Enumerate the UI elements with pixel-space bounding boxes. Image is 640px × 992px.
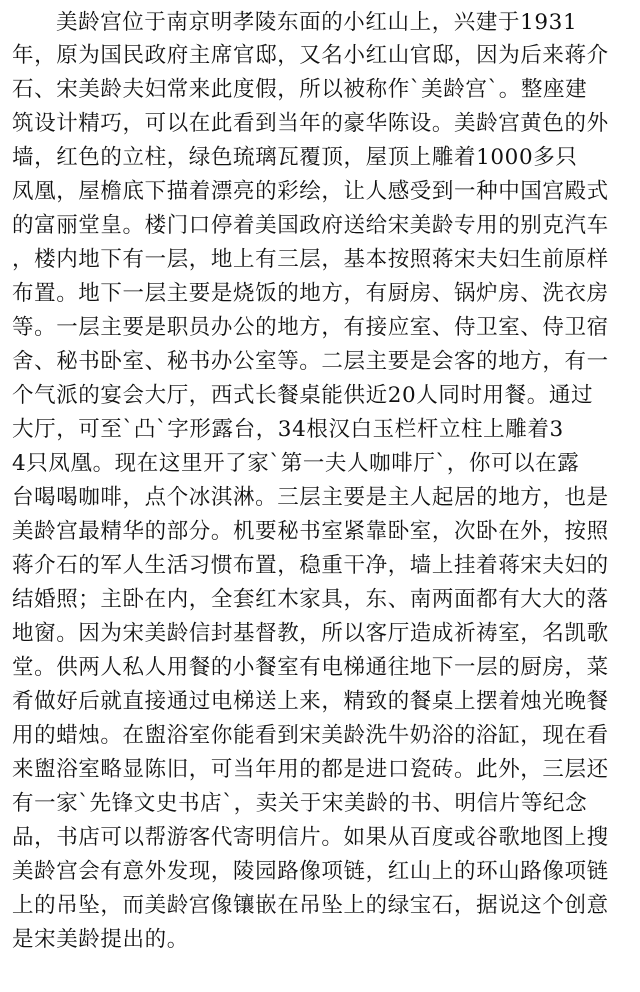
text-line: 个气派的宴会大厅，西式长餐桌能供近20人同时用餐。通过 [12, 383, 594, 408]
text-line: 堂。供两人私人用餐的小餐室有电梯通往地下一层的厨房，菜 [12, 655, 609, 680]
text-line: 有一家`先锋文史书店`，卖关于宋美龄的书、明信片等纪念 [12, 791, 588, 816]
text-line: 筑设计精巧，可以在此看到当年的豪华陈设。美龄宫黄色的外 [12, 111, 609, 136]
text-line: 来盥浴室略显陈旧，可当年用的都是进口瓷砖。此外，三层还 [12, 757, 609, 782]
text-line: 肴做好后就直接通过电梯送上来，精致的餐桌上摆着烛光晚餐 [12, 689, 609, 714]
text-line: 用的蜡烛。在盥浴室你能看到宋美龄洗牛奶浴的浴缸，现在看 [12, 723, 609, 748]
text-line: 4只凤凰。现在这里开了家`第一夫人咖啡厅`，你可以在露 [12, 451, 580, 476]
text-line: 是宋美龄提出的。 [12, 927, 189, 952]
text-line: 墙，红色的立柱，绿色琉璃瓦覆顶，屋顶上雕着1000多只 [12, 145, 578, 170]
text-line: 石、宋美龄夫妇常来此度假，所以被称作`美龄宫`。整座建 [12, 77, 588, 102]
text-line: 的富丽堂皇。楼门口停着美国政府送给宋美龄专用的别克汽车 [12, 213, 609, 238]
text-line: 布置。地下一层主要是烧饭的地方，有厨房、锅炉房、洗衣房 [12, 281, 609, 306]
text-line: 美龄宫位于南京明孝陵东面的小红山上，兴建于1931 [56, 10, 578, 35]
text-line: 台喝喝咖啡，点个冰淇淋。三层主要是主人起居的地方，也是 [12, 485, 609, 510]
text-line: 凤凰，屋檐底下描着漂亮的彩绘，让人感受到一种中国宫殿式 [12, 179, 609, 204]
text-line: 美龄宫最精华的部分。机要秘书室紧靠卧室，次卧在外，按照 [12, 519, 609, 544]
text-line: 年，原为国民政府主席官邸，又名小红山官邸，因为后来蒋介 [12, 43, 609, 68]
text-line: 上的吊坠，而美龄宫像镶嵌在吊坠上的绿宝石，据说这个创意 [12, 893, 609, 918]
text-line: 美龄宫会有意外发现，陵园路像项链，红山上的环山路像项链 [12, 859, 609, 884]
text-line: ，楼内地下有一层，地上有三层，基本按照蒋宋夫妇生前原样 [12, 247, 609, 272]
text-line: 结婚照；主卧在内，全套红木家具，东、南两面都有大大的落 [12, 587, 609, 612]
text-line: 舍、秘书卧室、秘书办公室等。二层主要是会客的地方，有一 [12, 349, 609, 374]
text-line: 蒋介石的军人生活习惯布置，稳重干净，墙上挂着蒋宋夫妇的 [12, 553, 609, 578]
text-line: 地窗。因为宋美龄信封基督教，所以客厅造成祈祷室，名凯歌 [12, 621, 609, 646]
text-line: 等。一层主要是职员办公的地方，有接应室、侍卫室、侍卫宿 [12, 315, 609, 340]
text-line: 品，书店可以帮游客代寄明信片。如果从百度或谷歌地图上搜 [12, 825, 609, 850]
text-line: 大厅，可至`凸`字形露台，34根汉白玉栏杆立柱上雕着3 [12, 417, 564, 442]
